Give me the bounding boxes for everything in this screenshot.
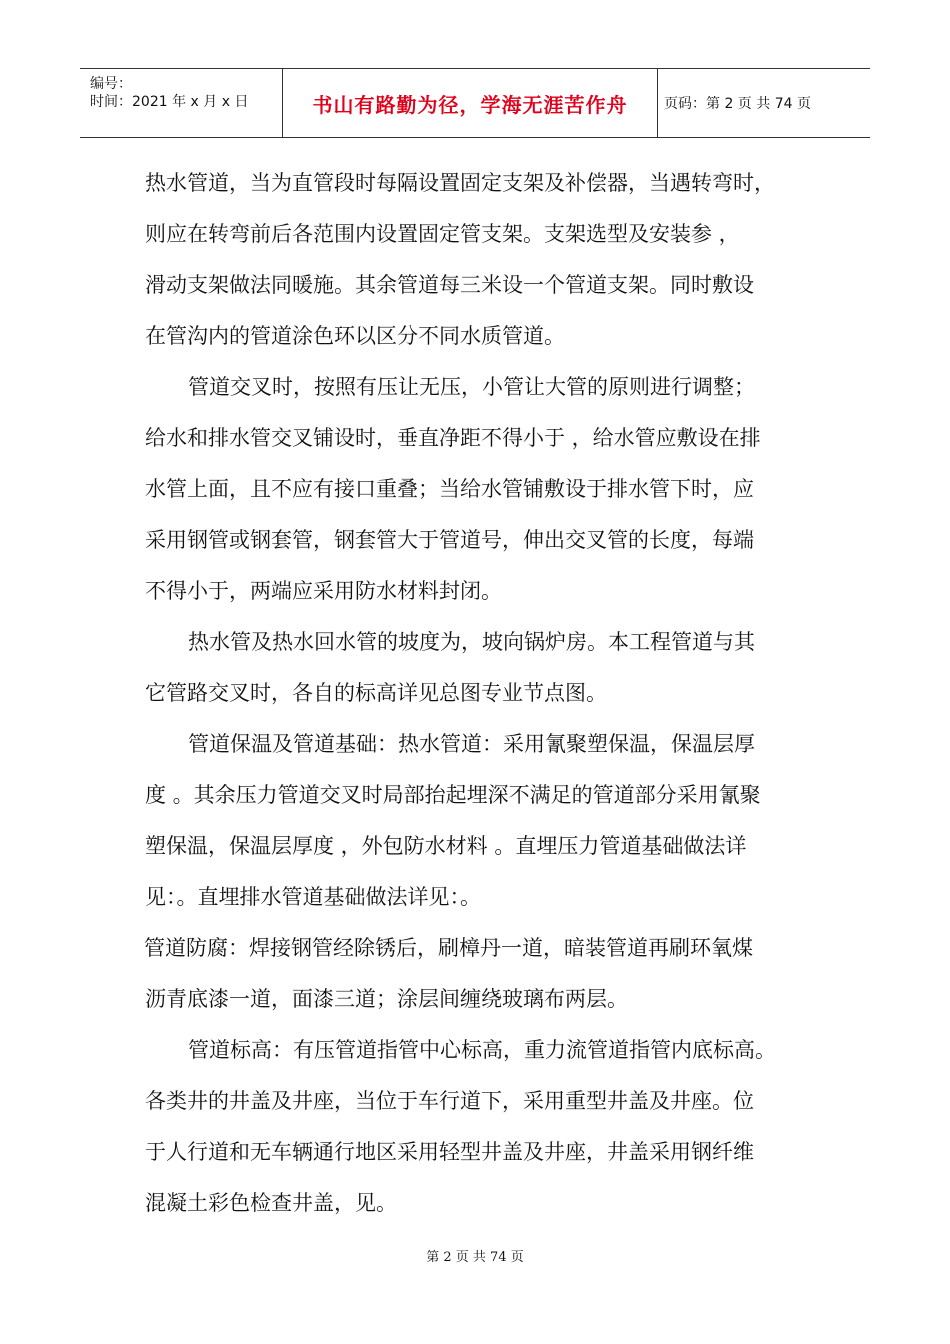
text-line: 管道标高：有压管道指管中心标高，重力流管道指管内底标高。 [188,1038,776,1062]
document-date: 时间：2021 年 x 月 x 日 [90,94,249,110]
text-line: 给水和排水管交叉铺设时，垂直净距不得小于 ，给水管应敷设在排 [145,426,761,450]
text-line: 管道交叉时，按照有压让无压，小管让大管的原则进行调整； [188,375,755,399]
text-line: 热水管道，当为直管段时每隔设置固定支架及补偿器，当遇转弯时， [145,171,775,195]
header-page-info: 页码：第 2 页 共 74 页 [664,96,811,112]
page-footer: 第 2 页 共 74 页 [426,1250,524,1265]
text-line: 在管沟内的管道涂色环以区分不同水质管道。 [145,324,565,348]
header-motto: 书山有路勤为径，学海无涯苦作舟 [312,92,628,117]
text-line: 它管路交叉时，各自的标高详见总图专业节点图。 [145,681,607,705]
text-line: 不得小于，两端应采用防水材料封闭。 [145,579,502,603]
text-line: 管道保温及管道基础：热水管道：采用氰聚塑保温，保温层厚 [188,732,755,756]
header-meta [80,69,283,137]
text-line: 管道防腐：焊接钢管经除锈后，刷樟丹一道，暗装管道再刷环氧煤 [144,936,753,960]
header-motto-cell [283,69,658,137]
document-number-label: 编号： [90,76,132,92]
text-line: 各类井的井盖及井座，当位于车行道下，采用重型井盖及井座。位 [145,1089,754,1113]
text-line: 则应在转弯前后各范围内设置固定管支架。支架选型及安装参 ， [145,222,740,246]
text-line: 度 。其余压力管道交叉时局部抬起埋深不满足的管道部分采用氰聚 [145,783,761,807]
text-line: 见：。直埋排水管道基础做法详见：。 [145,885,481,909]
body-text [145,158,805,1229]
text-line: 采用钢管或钢套管，钢套管大于管道号，伸出交叉管的长度，每端 [145,528,754,552]
text-line: 滑动支架做法同暖施。其余管道每三米设一个管道支架。同时敷设 [145,273,754,297]
text-line: 热水管及热水回水管的坡度为，坡向锅炉房。本工程管道与其 [188,630,755,654]
text-line: 于人行道和无车辆通行地区采用轻型井盖及井座，井盖采用钢纤维 [145,1140,754,1164]
text-line: 水管上面，且不应有接口重叠；当给水管铺敷设于排水管下时，应 [145,477,754,501]
text-line: 沥青底漆一道，面漆三道；涂层间缠绕玻璃布两层。 [145,987,628,1011]
header-page-cell [658,69,870,137]
text-line: 塑保温，保温层厚度 ，外包防水材料 。直埋压力管道基础做法详 [145,834,747,858]
text-line: 混凝土彩色检查井盖，见。 [145,1191,397,1215]
page-header [80,68,870,138]
